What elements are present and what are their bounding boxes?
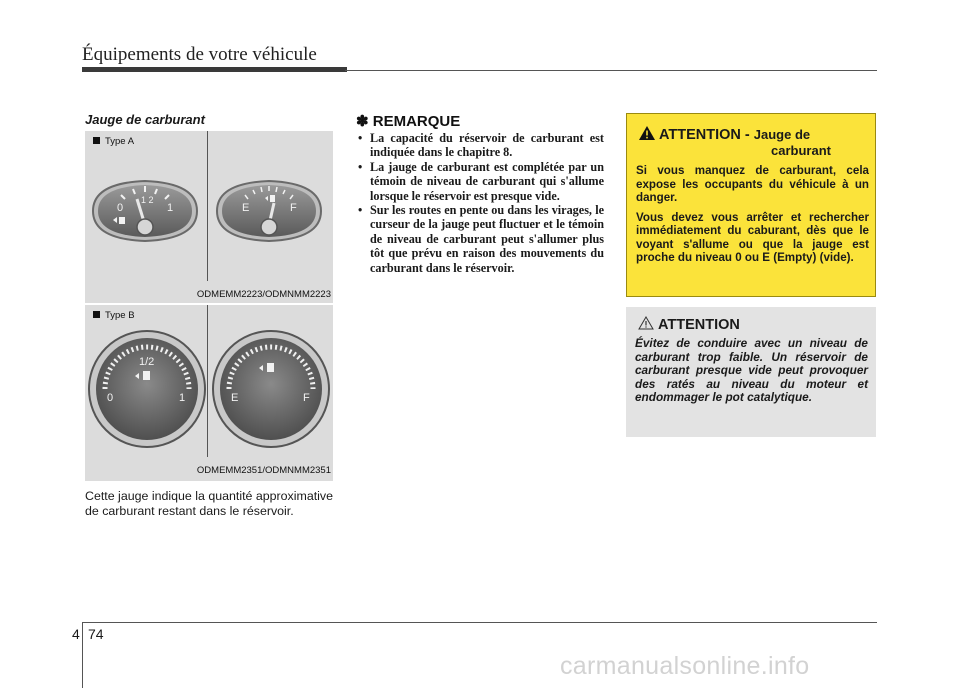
caution-triangle-icon	[638, 316, 654, 330]
svg-text:F: F	[303, 392, 310, 404]
remark-list	[356, 131, 604, 275]
svg-text:F: F	[290, 202, 297, 214]
list-item: • Sur les routes en pente ou dans les virages, le curseur de la jauge peut fluctuer et le témoin de niveau de carburant peut s'allumer plus tôt que prévu en raison des mouvements du carburant dans le réservoir.	[356, 203, 604, 275]
list-item: • La jauge de carburant est complétée par un témoin de niveau de carburant qui s'allume lorsque le réservoir est presque vide.	[356, 160, 604, 203]
svg-text:1/2: 1/2	[139, 356, 155, 368]
warning-heading: ATTENTION - Jauge de carburant	[639, 126, 831, 159]
footer-divider	[82, 622, 83, 688]
page-number: 74	[88, 626, 104, 642]
svg-text:1: 1	[179, 392, 186, 404]
figure-type-label: Type A	[93, 136, 134, 147]
remark-title: ✽ REMARQUE	[356, 113, 461, 130]
svg-text:0: 0	[107, 392, 114, 404]
figure-type-b	[85, 305, 333, 481]
fuel-gauge-b2	[213, 331, 329, 447]
warning-body: Si vous manquez de carburant, cela expose les occupants du véhicule à un danger. Vous devez vous arrêter et rechercher immédiatement du caburant, dès que le voyant s'allume ou que la jauge est proche du niveau 0 ou E (Empty) (vide).	[636, 164, 869, 264]
figure-caption: ODMEMM2223/ODMNMM2223	[196, 289, 331, 300]
page-header-title: Équipements de votre véhicule	[82, 44, 317, 65]
list-item: • La capacité du réservoir de carburant est indiquée dans le chapitre 8.	[356, 131, 604, 160]
figure-type-label: Type B	[93, 310, 135, 321]
svg-text:E: E	[231, 392, 239, 404]
fuel-gauge-type-b-illustration	[85, 327, 333, 457]
svg-text:0: 0	[117, 202, 124, 214]
fuel-gauge-b1	[89, 331, 205, 447]
svg-text:1: 1	[167, 202, 174, 214]
footer-rule	[82, 622, 877, 623]
svg-text:E: E	[242, 202, 250, 214]
section-title: Jauge de carburant	[85, 112, 205, 127]
gauge-description: Cette jauge indique la quantité approximative de carburant restant dans le réservoir.	[85, 489, 333, 518]
caution-body: Évitez de conduire avec un niveau de carburant trop faible. Un réservoir de carburant presque vide peut provoquer des ratés au niveau du moteur et endommager le pot catalytique.	[635, 336, 868, 404]
fuel-gauge-type-a-illustration	[85, 171, 333, 251]
figure-caption: ODMEMM2351/ODMNMM2351	[196, 465, 331, 476]
chapter-number: 4	[72, 626, 80, 642]
figure-type-a	[85, 131, 333, 303]
svg-text:1 2: 1 2	[141, 195, 154, 205]
watermark: carmanualsonline.info	[560, 652, 810, 680]
warning-box	[626, 113, 876, 297]
header-rule-thin	[345, 70, 877, 71]
fuel-gauge-a2	[217, 181, 321, 241]
caution-heading: ATTENTION	[638, 316, 740, 333]
caution-box	[626, 307, 876, 437]
warning-triangle-icon	[639, 126, 655, 140]
fuel-gauge-a1	[93, 181, 197, 241]
header-rule	[82, 67, 347, 72]
